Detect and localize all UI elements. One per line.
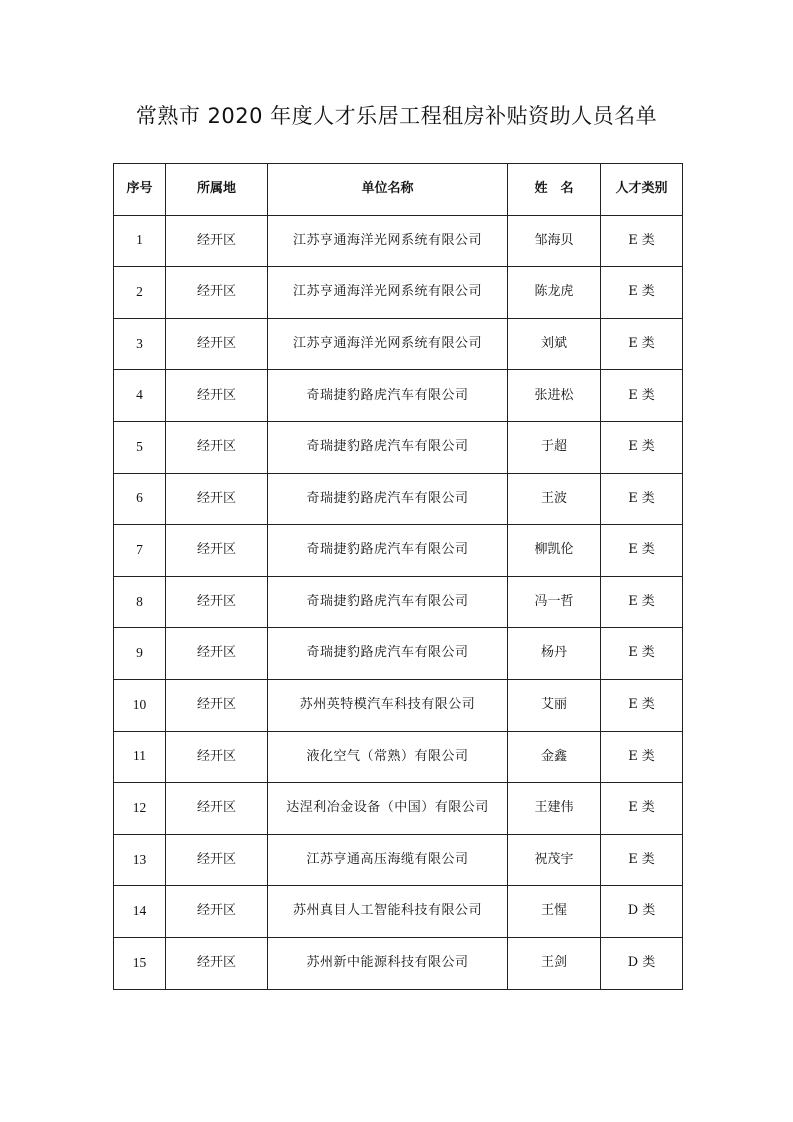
- cell-person-name: 金鑫: [508, 731, 601, 783]
- cell-index: 13: [114, 834, 166, 886]
- cell-unit-name: 奇瑞捷豹路虎汽车有限公司: [268, 473, 508, 525]
- cell-index: 4: [114, 370, 166, 422]
- cell-unit-name: 江苏亨通高压海缆有限公司: [268, 834, 508, 886]
- cell-district: 经开区: [166, 267, 268, 319]
- cell-person-name: 艾丽: [508, 679, 601, 731]
- cell-talent-category: E 类: [601, 318, 683, 370]
- subsidy-table: [113, 163, 683, 990]
- cell-unit-name: 达涅利冶金设备（中国）有限公司: [268, 783, 508, 835]
- cell-unit-name: 奇瑞捷豹路虎汽车有限公司: [268, 576, 508, 628]
- table-row: [114, 937, 683, 989]
- table-row: [114, 576, 683, 628]
- cell-person-name: 冯一哲: [508, 576, 601, 628]
- cell-district: 经开区: [166, 525, 268, 577]
- cell-talent-category: E 类: [601, 370, 683, 422]
- cell-person-name: 刘斌: [508, 318, 601, 370]
- cell-talent-category: D 类: [601, 937, 683, 989]
- cell-talent-category: E 类: [601, 267, 683, 319]
- cell-unit-name: 奇瑞捷豹路虎汽车有限公司: [268, 421, 508, 473]
- cell-district: 经开区: [166, 215, 268, 267]
- cell-index: 15: [114, 937, 166, 989]
- header-index: 序号: [114, 164, 166, 216]
- table-row: [114, 731, 683, 783]
- header-district: 所属地: [166, 164, 268, 216]
- table-row: [114, 267, 683, 319]
- cell-person-name: 杨丹: [508, 628, 601, 680]
- cell-talent-category: E 类: [601, 525, 683, 577]
- cell-district: 经开区: [166, 731, 268, 783]
- cell-talent-category: E 类: [601, 576, 683, 628]
- cell-district: 经开区: [166, 783, 268, 835]
- table-row: [114, 679, 683, 731]
- cell-unit-name: 苏州新中能源科技有限公司: [268, 937, 508, 989]
- cell-person-name: 祝茂宇: [508, 834, 601, 886]
- table-row: [114, 783, 683, 835]
- table-row: [114, 370, 683, 422]
- cell-district: 经开区: [166, 834, 268, 886]
- cell-talent-category: E 类: [601, 628, 683, 680]
- cell-talent-category: E 类: [601, 731, 683, 783]
- cell-index: 7: [114, 525, 166, 577]
- cell-person-name: 王波: [508, 473, 601, 525]
- cell-district: 经开区: [166, 318, 268, 370]
- header-person-name: 姓 名: [508, 164, 601, 216]
- cell-unit-name: 奇瑞捷豹路虎汽车有限公司: [268, 370, 508, 422]
- cell-district: 经开区: [166, 628, 268, 680]
- table-row: [114, 215, 683, 267]
- cell-index: 8: [114, 576, 166, 628]
- cell-person-name: 王剑: [508, 937, 601, 989]
- cell-person-name: 陈龙虎: [508, 267, 601, 319]
- cell-district: 经开区: [166, 473, 268, 525]
- cell-unit-name: 江苏亨通海洋光网系统有限公司: [268, 215, 508, 267]
- cell-person-name: 邹海贝: [508, 215, 601, 267]
- cell-index: 1: [114, 215, 166, 267]
- cell-person-name: 王建伟: [508, 783, 601, 835]
- cell-index: 9: [114, 628, 166, 680]
- cell-person-name: 张进松: [508, 370, 601, 422]
- cell-talent-category: E 类: [601, 834, 683, 886]
- cell-talent-category: D 类: [601, 886, 683, 938]
- cell-unit-name: 苏州真目人工智能科技有限公司: [268, 886, 508, 938]
- table-row: [114, 473, 683, 525]
- cell-index: 14: [114, 886, 166, 938]
- cell-talent-category: E 类: [601, 783, 683, 835]
- page-title: 常熟市 2020 年度人才乐居工程租房补贴资助人员名单: [135, 104, 658, 128]
- table-row: [114, 525, 683, 577]
- cell-talent-category: E 类: [601, 473, 683, 525]
- table-row: [114, 318, 683, 370]
- cell-index: 10: [114, 679, 166, 731]
- cell-index: 3: [114, 318, 166, 370]
- cell-index: 6: [114, 473, 166, 525]
- cell-district: 经开区: [166, 937, 268, 989]
- table-header-row: [114, 164, 683, 216]
- table-row: [114, 628, 683, 680]
- cell-unit-name: 液化空气（常熟）有限公司: [268, 731, 508, 783]
- cell-talent-category: E 类: [601, 679, 683, 731]
- cell-index: 11: [114, 731, 166, 783]
- cell-district: 经开区: [166, 421, 268, 473]
- cell-index: 12: [114, 783, 166, 835]
- cell-person-name: 于超: [508, 421, 601, 473]
- table-body: [114, 215, 683, 989]
- cell-district: 经开区: [166, 576, 268, 628]
- table-row: [114, 421, 683, 473]
- cell-unit-name: 奇瑞捷豹路虎汽车有限公司: [268, 628, 508, 680]
- cell-unit-name: 苏州英特模汽车科技有限公司: [268, 679, 508, 731]
- table-row: [114, 834, 683, 886]
- cell-district: 经开区: [166, 886, 268, 938]
- cell-person-name: 王惺: [508, 886, 601, 938]
- cell-unit-name: 奇瑞捷豹路虎汽车有限公司: [268, 525, 508, 577]
- cell-district: 经开区: [166, 679, 268, 731]
- cell-person-name: 柳凯伦: [508, 525, 601, 577]
- cell-index: 5: [114, 421, 166, 473]
- cell-district: 经开区: [166, 370, 268, 422]
- cell-talent-category: E 类: [601, 215, 683, 267]
- table-row: [114, 886, 683, 938]
- header-talent-category: 人才类别: [601, 164, 683, 216]
- cell-talent-category: E 类: [601, 421, 683, 473]
- cell-index: 2: [114, 267, 166, 319]
- cell-unit-name: 江苏亨通海洋光网系统有限公司: [268, 267, 508, 319]
- cell-unit-name: 江苏亨通海洋光网系统有限公司: [268, 318, 508, 370]
- header-unit-name: 单位名称: [268, 164, 508, 216]
